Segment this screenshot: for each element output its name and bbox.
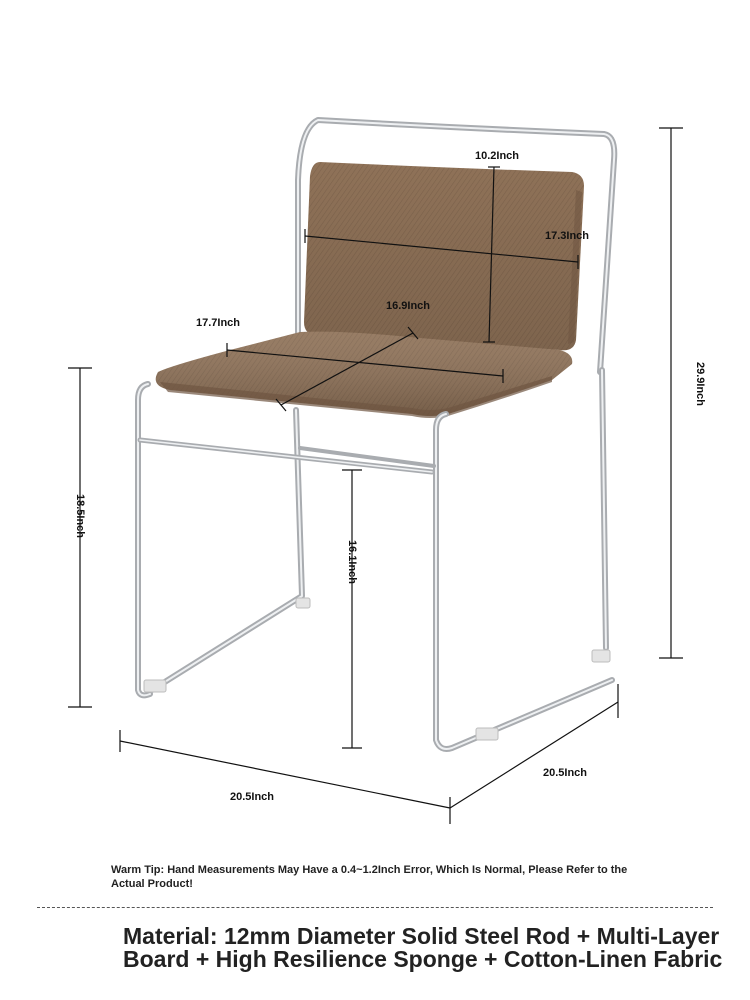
base-width-dimension (120, 730, 450, 824)
total-height-dimension (659, 128, 706, 658)
floor-glides (144, 598, 610, 740)
rear-legs (152, 370, 606, 690)
seat-height-label: 18.5Inch (74, 494, 86, 539)
back-width-label: 10.2Inch (475, 150, 520, 162)
dashed-divider (37, 907, 713, 908)
base-depth-dimension (450, 684, 618, 808)
seat-depth-label: 17.7Inch (196, 317, 241, 329)
back-height-label: 17.3Inch (545, 230, 590, 242)
leg-height-dimension (342, 470, 362, 748)
seat-height-dimension (68, 368, 92, 707)
seat-width-label: 16.9Inch (386, 300, 431, 312)
base-depth-label: 20.5Inch (543, 767, 588, 779)
chair-illustration (138, 120, 614, 749)
material-description: Material: 12mm Diameter Solid Steel Rod + Multi-Layer Board + High Resilience Sponge + Cotton-Linen Fabric (123, 923, 723, 972)
backrest-cushion (304, 162, 584, 350)
front-legs (138, 384, 612, 749)
base-width-label: 20.5Inch (230, 791, 275, 803)
warm-tip-note: Warm Tip: Hand Measurements May Have a 0.4~1.2Inch Error, Which Is Normal, Please Refer to the Actual Product! (111, 864, 628, 890)
leg-height-label: 16.1Inch (346, 540, 358, 585)
total-height-label: 29.9Inch (694, 362, 706, 407)
